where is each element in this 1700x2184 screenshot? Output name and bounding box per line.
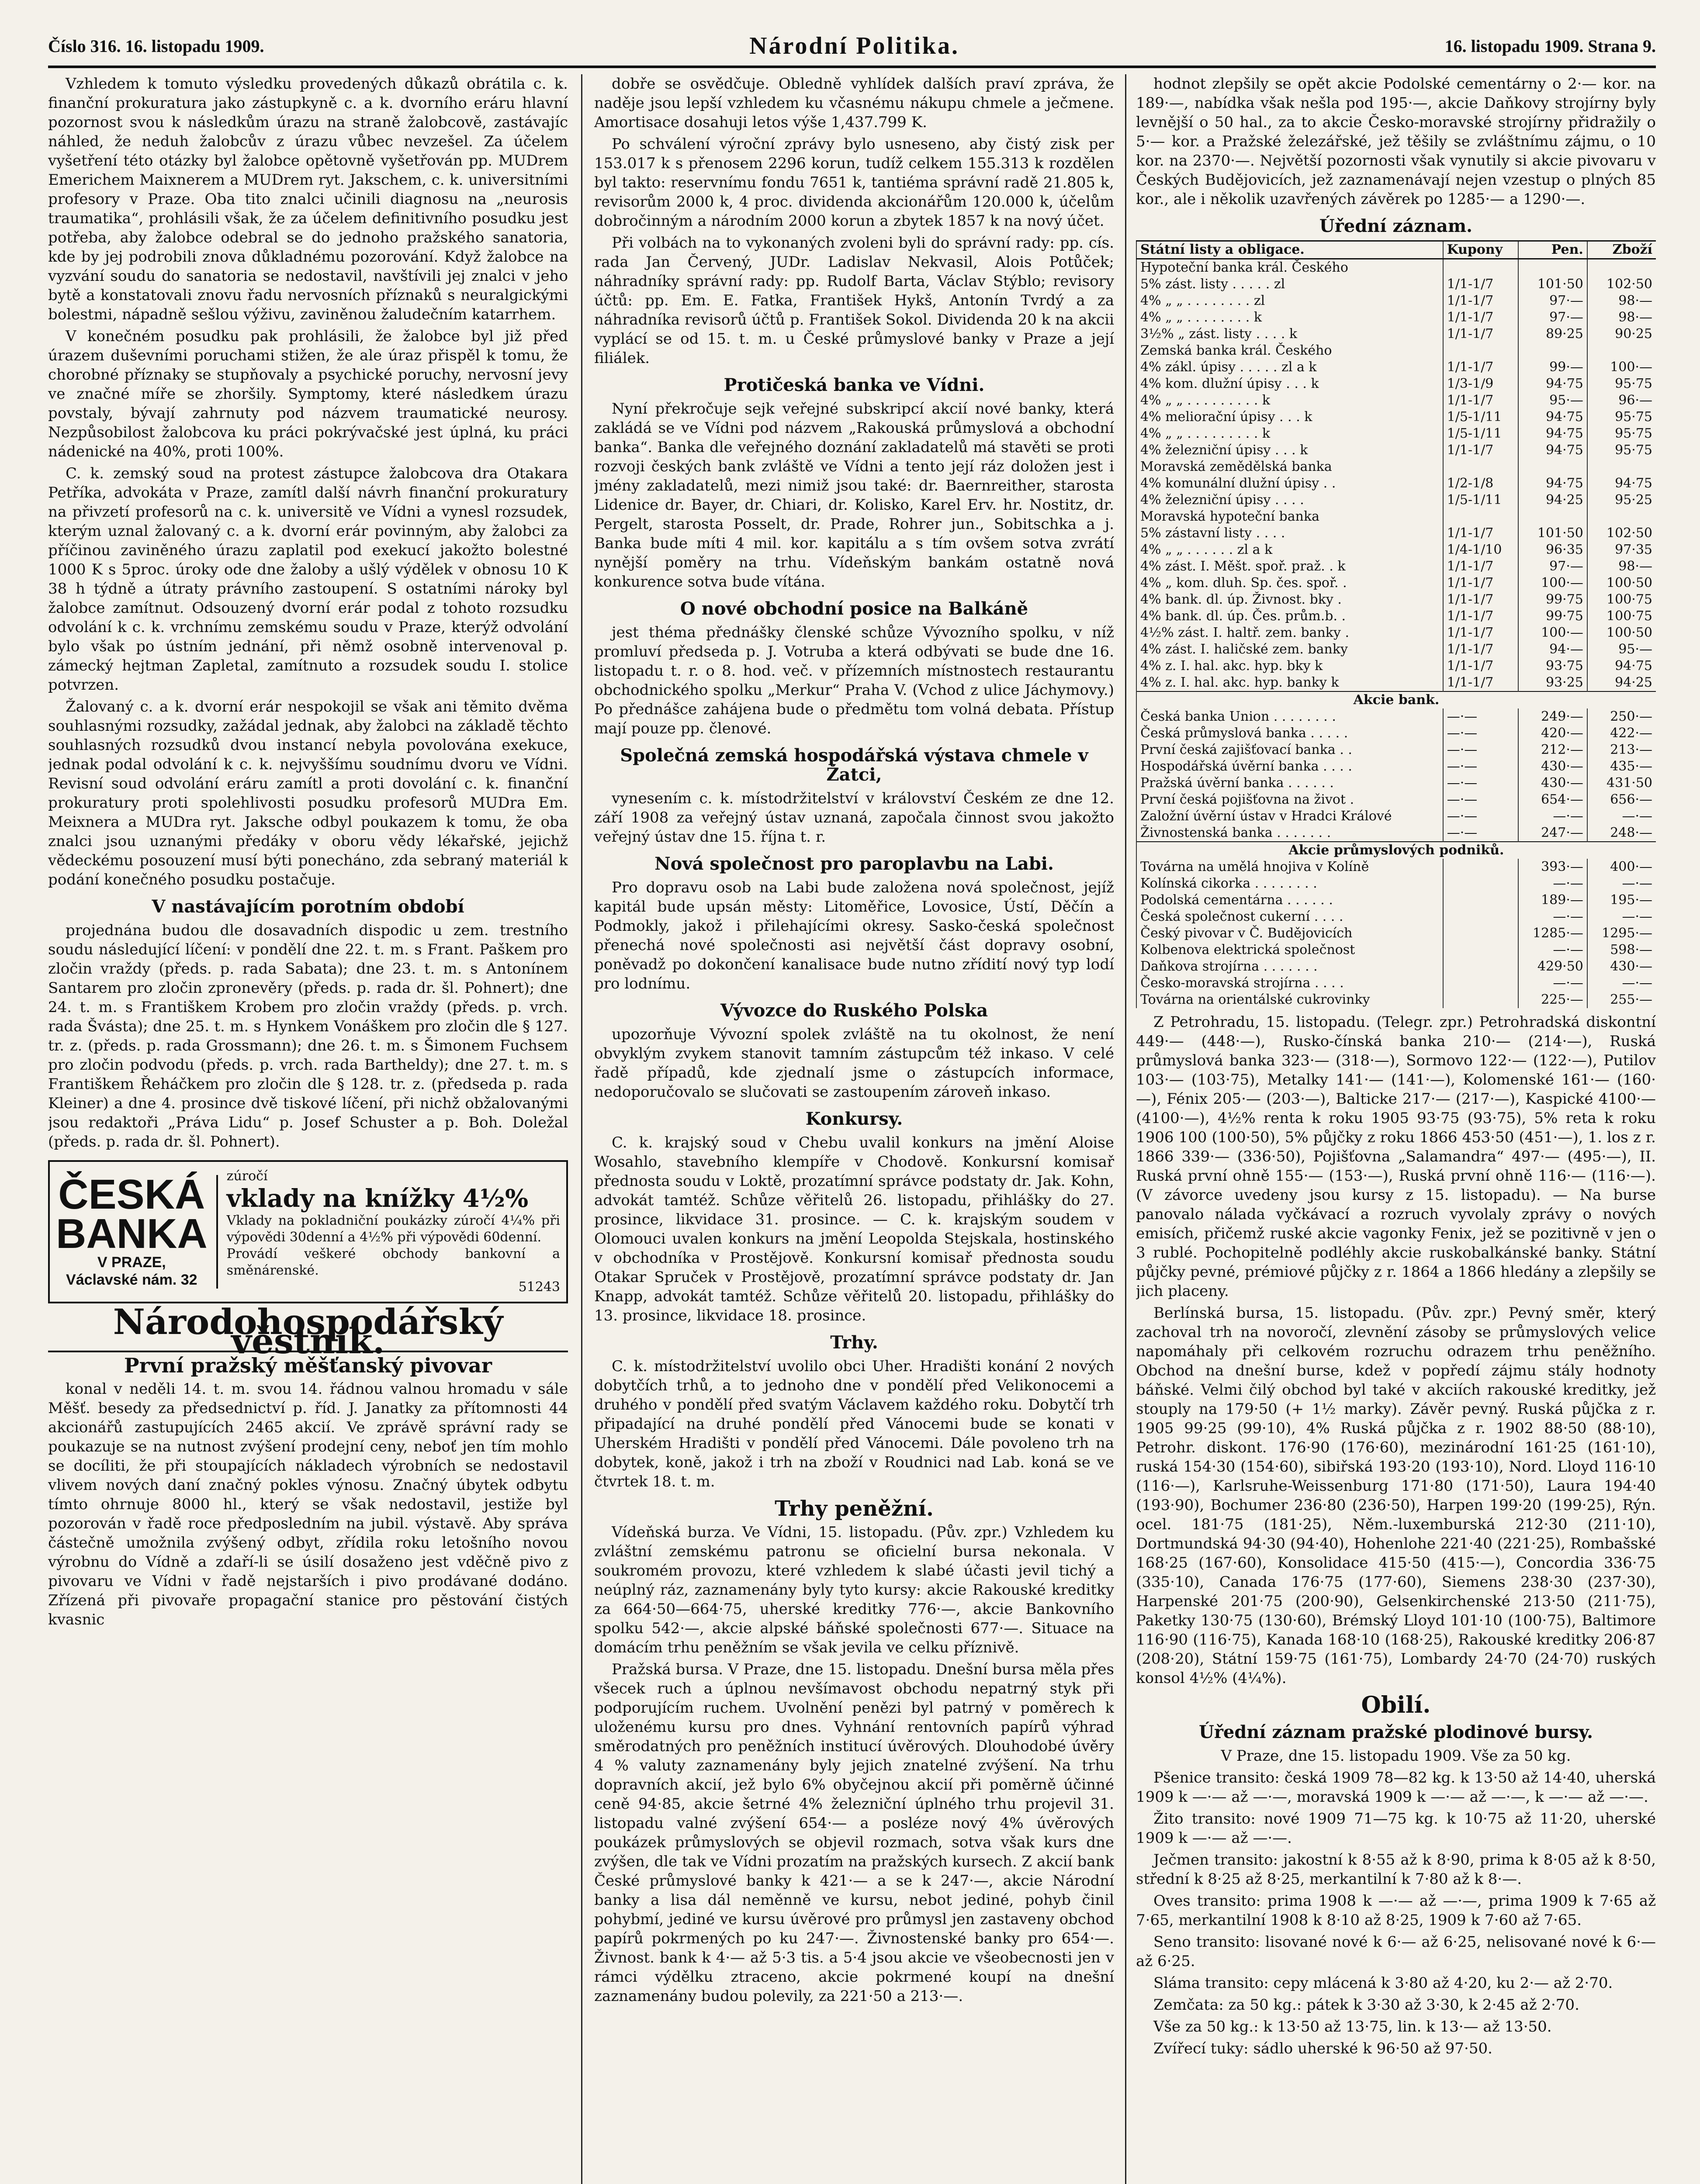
table-cell: 101·50 xyxy=(1518,276,1587,293)
table-cell: 98·— xyxy=(1587,293,1656,309)
table-row xyxy=(1136,742,1656,758)
table-cell: 213·— xyxy=(1587,742,1656,758)
ad-line: Provádí veškeré obchody bankovní a směnárenské. xyxy=(226,1246,560,1278)
table-row xyxy=(1136,791,1656,808)
table-cell: 4% zákl. úpisy . . . . . zl a k xyxy=(1136,359,1443,376)
article-paragraph: Žito transito: nové 1909 71—75 kg. k 10·75 až 11·20, uherské 1909 k —·— až —·—. xyxy=(1136,1810,1656,1847)
ad-rate: vklady na knížky 4½% xyxy=(226,1184,529,1213)
table-cell: 189·— xyxy=(1518,892,1587,909)
table-cell: 4% „ „ . . . . . . . . . k xyxy=(1136,425,1443,442)
table-cell: 96·— xyxy=(1587,392,1656,409)
table-cell: —·— xyxy=(1587,909,1656,925)
table-cell: 250·— xyxy=(1587,708,1656,725)
article-paragraph: hodnot zlepšily se opět akcie Podolské cementárny o 2·— kor. na 189·—, nabídka však nešla pod 195·—, akcie Daňkovy strojírny byly levnější o 50 hal., za to akcie Česko-moravské strojírny přidražily o 5·— kor. a Pražské železářské, jež těšily se zvláštnímu zájmu, o 10 kor. na 2370·—. Největší pozornosti však vynutily si akcie pivovaru v Českých Budějovicích, jež zaznamenávají nejen vzestup o plných 85 kor., ale i několik uzavřených závěrek po 1285·— a 1290·—. xyxy=(1136,75,1656,208)
article-paragraph: vynesením c. k. místodržitelství v království Českém ze dne 12. září 1908 za veřejný ústav uznaná, započala činnost svou jakožto veřejný ústav dne 15. října t. r. xyxy=(594,790,1114,846)
table-cell: —·— xyxy=(1443,758,1518,775)
table-row xyxy=(1136,558,1656,575)
table-cell: —·— xyxy=(1587,808,1656,825)
table-cell: Česká společnost cukerní . . . . xyxy=(1136,909,1443,925)
table-cell: Továrna na orientálské cukrovinky xyxy=(1136,992,1443,1008)
table-cell: 1/5-1/11 xyxy=(1443,425,1518,442)
table-cell: 1285·— xyxy=(1518,925,1587,942)
table-cell: 97·— xyxy=(1518,309,1587,326)
table-cell: Založní úvěrní ústav v Hradci Králové xyxy=(1136,808,1443,825)
article-paragraph: Ječmen transito: jakostní k 8·55 až k 8·90, prima k 8·05 až k 8·50, střední k 8·25 až 8·25, merkantilní k 7·80 až k 8·—. xyxy=(1136,1851,1656,1888)
table-cell: 102·50 xyxy=(1587,525,1656,542)
table-cell: 95·75 xyxy=(1587,442,1656,459)
section-heading: Úřední záznam pražské plodinové bursy. xyxy=(1198,1722,1593,1742)
table-cell: 1/1-1/7 xyxy=(1443,674,1518,691)
table-row xyxy=(1136,525,1656,542)
column-header: Kupony xyxy=(1443,241,1518,259)
table-cell: 4% komunální dlužní úpisy . . xyxy=(1136,475,1443,492)
table-cell: 4% „ „ . . . . . . . . zl xyxy=(1136,293,1443,309)
table-cell: 94·75 xyxy=(1518,442,1587,459)
table-cell xyxy=(1443,992,1518,1008)
section-heading: Konkursy. xyxy=(805,1109,903,1129)
table-cell: 1/5-1/11 xyxy=(1443,409,1518,425)
section-heading: Obilí. xyxy=(1361,1692,1431,1718)
table-cell: 4% „ „ . . . . . . zl a k xyxy=(1136,542,1443,558)
table-cell: 249·— xyxy=(1518,708,1587,725)
ad-code: 51243 xyxy=(518,1279,560,1295)
securities-table xyxy=(1136,240,1656,1008)
table-cell: 654·— xyxy=(1518,791,1587,808)
table-cell: 247·— xyxy=(1518,825,1587,842)
table-cell: 430·— xyxy=(1587,958,1656,975)
table-cell: Hypoteční banka král. Českého xyxy=(1136,259,1443,276)
table-row xyxy=(1136,442,1656,459)
table-row xyxy=(1136,309,1656,326)
table-body xyxy=(1136,259,1656,1009)
section-title: Národohospodářský věstník. xyxy=(48,1312,568,1352)
table-cell: 4% kom. dlužní úpisy . . . k xyxy=(1136,376,1443,392)
table-cell xyxy=(1443,925,1518,942)
table-cell xyxy=(1587,342,1656,359)
table-cell: 94·75 xyxy=(1518,409,1587,425)
table-cell xyxy=(1587,459,1656,475)
table-cell: 212·— xyxy=(1518,742,1587,758)
table-cell: 1/1-1/7 xyxy=(1443,591,1518,608)
table-cell: 1/1-1/7 xyxy=(1443,525,1518,542)
table-row xyxy=(1136,376,1656,392)
table-cell: 435·— xyxy=(1587,758,1656,775)
table-cell: 1/3-1/9 xyxy=(1443,376,1518,392)
table-cell: 90·25 xyxy=(1587,326,1656,342)
table-cell: —·— xyxy=(1518,975,1587,992)
table-cell: —·— xyxy=(1443,825,1518,842)
article-paragraph: Zemčata: za 50 kg.: pátek k 3·30 až 3·30, k 2·45 až 2·70. xyxy=(1153,1996,1579,2014)
masthead-title: Národní Politika. xyxy=(749,32,959,59)
table-cell: 95·75 xyxy=(1587,425,1656,442)
table-cell: 4% z. I. hal. akc. hyp. banky k xyxy=(1136,674,1443,691)
table-cell xyxy=(1518,259,1587,276)
table-cell: 1295·— xyxy=(1587,925,1656,942)
table-row xyxy=(1136,342,1656,359)
table-cell: 95·75 xyxy=(1587,376,1656,392)
table-cell: 4½% zást. I. haltř. zem. banky . xyxy=(1136,625,1443,641)
table-cell xyxy=(1443,942,1518,958)
table-cell: 100·— xyxy=(1587,359,1656,376)
table-cell xyxy=(1443,975,1518,992)
column-2 xyxy=(594,74,1114,2184)
table-cell: 5% zástavní listy . . . . xyxy=(1136,525,1443,542)
table-cell: 99·— xyxy=(1518,359,1587,376)
table-cell: Moravská zemědělská banka xyxy=(1136,459,1443,475)
table-cell: 97·— xyxy=(1518,293,1587,309)
table-cell: 98·— xyxy=(1587,558,1656,575)
table-cell: —·— xyxy=(1518,875,1587,892)
table-cell: 4% „ „ . . . . . . . . . k xyxy=(1136,392,1443,409)
article-paragraph: Pšenice transito: česká 1909 78—82 kg. k 13·50 až 14·40, uherská 1909 k —·— až —·—, moravská 1909 k —·— až —·—, k —·— až —·—. xyxy=(1136,1769,1656,1806)
article-paragraph: dobře se osvědčuje. Obledně vyhlídek dalších praví zpráva, že naděje jsou lepší vzhledem ku včasnému nákupu chmele a ječmene. Amortisace dosahuji letos výše 1,437.799 K. xyxy=(594,75,1114,131)
table-cell: —·— xyxy=(1587,975,1656,992)
table-header-row xyxy=(1136,241,1656,259)
table-cell: 4% meliorační úpisy . . . k xyxy=(1136,409,1443,425)
table-cell: 98·— xyxy=(1587,309,1656,326)
table-row xyxy=(1136,542,1656,558)
table-cell: —·— xyxy=(1443,742,1518,758)
table-cell: 4% bank. dl. úp. Čes. prům.b. . xyxy=(1136,608,1443,625)
table-cell: 255·— xyxy=(1587,992,1656,1008)
table-row xyxy=(1136,825,1656,842)
table-cell: —·— xyxy=(1443,808,1518,825)
article-paragraph: Nyní překročuje sejk veřejné subskripcí akcií nové banky, která zakládá se ve Vídni pod názvem „Rakouská průmyslová a obchodní banka“. Banka dle veřejného doznání zakladatelů má stavěti se proti rozvoji českých bank zvláště ve Vídni a tento její ráz doložen jest i jmény zakladatelů, mezi nimiž jsou také: dr. Baernreither, starosta Lidenice dr. Bayer, dr. Chiari, dr. Kolisko, Karel Erv. hr. Nostitz, dr. Pergelt, starosta Posselt, dr. Prade, Rohrer jun., Sobitschka a j. Banka bude míti 4 mil. kor. kapitálu a s tím ovšem sotva zvrátí nynější poměry na trhu. Vídeňským bankám ostatně nová konkurence sotva bude vítána. xyxy=(594,400,1114,591)
table-cell: 4% zást. I. Měšt. spoř. praž. . k xyxy=(1136,558,1443,575)
article-paragraph: C. k. krajský soud v Chebu uvalil konkurs na jmění Aloise Wosahlo, stavebního klempíře v Chodově. Konkursní komisař přednosta soudu v Loktě, prozatímní správce podstaty dr. Jak. Kohn, advokát tamtéž. Schůze věřitelů 26. listopadu, přihlášky do 27. prosince, likvidace 31. prosince. — C. k. krajským soudem v Olomouci uvalen konkurs na jmění Leopolda Stejskala, hostinského v obchodníka v Prostějově. Konkursní komisař přednosta soudu Otakar Spruček v Prostějově, prozatímní správce podstaty dr. Jan Knapp, advokát tamtéž. Schůze věřitelů 20. listopadu, přihlášky do 13. prosince, likvidace 18. prosince. xyxy=(594,1134,1114,1324)
table-cell: Moravská hypoteční banka xyxy=(1136,508,1443,525)
table-cell: 100·50 xyxy=(1587,625,1656,641)
table-row xyxy=(1136,992,1656,1008)
table-row xyxy=(1136,591,1656,608)
table-row xyxy=(1136,775,1656,791)
table-cell: 225·— xyxy=(1518,992,1587,1008)
table-cell: 94·25 xyxy=(1587,674,1656,691)
table-cell: 1/1-1/7 xyxy=(1443,309,1518,326)
section-heading: Vývozce do Ruského Polska xyxy=(720,1000,988,1021)
table-row xyxy=(1136,276,1656,293)
table-cell: 99·75 xyxy=(1518,591,1587,608)
table-cell xyxy=(1443,875,1518,892)
table-cell xyxy=(1443,958,1518,975)
table-cell: 5% zást. listy . . . . . zl xyxy=(1136,276,1443,293)
table-cell xyxy=(1518,508,1587,525)
article-paragraph: Oves transito: prima 1908 k —·— až —·—, prima 1909 k 7·65 až 7·65, merkantilní 1908 k 8·10 až 8·25, 1909 k 7·60 až 7·65. xyxy=(1136,1892,1656,1929)
article-paragraph: C. k. zemský soud na protest zástupce žalobcova dra Otakara Petříka, advokáta v Praze, zamítl další návrh finanční prokuratury na přivzetí profesorů na c. k. universitě ve Vídni a vynesl rozsudek, kterým uznal žalovaný c. a k. dvorní erár povinným, aby žalobci za příčinou zaviněného úrazu zaplatil pod exekucí jakožto bolestné 1000 K s 5proc. úroky ode dne žaloby a ušlý výdělek v obnosu 10 K 38 h týdně a útraty právního zastoupení. S ostatními nároky byl žalobce zamítnut. Odsouzený dvorní erár podal z tohoto rozsudku odvolání k c. k. vrchnímu zemskému soudu v Praze, kterýž odvolání bylo však po ústním jednání, při němž osobně intervenoval p. zámecký hejtman Zapletal, zamítnuto a rozsudek soudu I. stolice potvrzen. xyxy=(48,465,568,694)
table-cell: 393·— xyxy=(1518,859,1587,875)
article-paragraph: projednána budou dle dosavadních dispodic u zem. trestního soudu následující líčení: v pondělí dne 22. t. m. s Frant. Paškem pro zločin vraždy (předs. p. rada Sabata); dne 23. t. m. s Antonínem Santarem pro zločin zpronevěry (předs. p. rada dr. šl. Pohnert); dne 24. t. m. s Františkem Krobem pro zločin vraždy (předs. p. vrch. rada Švásta); dne 25. t. m. s Hynkem Vonáškem pro zločin dle § 127. tr. z. (předs. p. rada Grossmann); dne 26. t. m. s Šimonem Fuchsem pro zločin podvodu (předs. p. vrch. rada Bartheldy); dne 27. t. m. s Františkem Řeháčkem pro zločin dle § 128. tr. z. (předseda p. rada Kleiner) a dne 4. prosince dvě tiskové líčení, při nichž obžalovanými jsou redaktoři „Práva Lidu“ p. Josef Schuster a p. Boh. Doležal (předs. p. rada dr. šl. Pohnert). xyxy=(48,922,568,1151)
issue-number: Číslo 316. 16. listopadu 1909. xyxy=(48,36,264,56)
table-cell: 97·— xyxy=(1518,558,1587,575)
table-cell: 1/2-1/8 xyxy=(1443,475,1518,492)
table-cell: —·— xyxy=(1518,808,1587,825)
table-cell: 99·75 xyxy=(1518,608,1587,625)
table-cell: 430·— xyxy=(1518,758,1587,775)
table-cell: 1/1-1/7 xyxy=(1443,558,1518,575)
ad-line: Vklady na pokladniční poukázky zúročí 4¼% při výpovědi 30denní a 4½% při výpovědi 60denní. xyxy=(226,1213,560,1245)
table-row xyxy=(1136,658,1656,674)
table-cell: 1/1-1/7 xyxy=(1443,658,1518,674)
page-number: 16. listopadu 1909. Strana 9. xyxy=(1444,36,1656,56)
table-row xyxy=(1136,725,1656,742)
column-rule xyxy=(1125,74,1126,2184)
table-cell: —·— xyxy=(1443,791,1518,808)
table-title: Úřední záznam. xyxy=(1319,216,1473,236)
table-cell: 95·75 xyxy=(1587,409,1656,425)
table-row xyxy=(1136,459,1656,475)
table-cell: 1/1-1/7 xyxy=(1443,442,1518,459)
column-header: Zboží xyxy=(1587,241,1656,259)
table-cell: Česká banka Union . . . . . . . . xyxy=(1136,708,1443,725)
table-cell: 101·50 xyxy=(1518,525,1587,542)
table-cell: 93·25 xyxy=(1518,674,1587,691)
table-cell: —·— xyxy=(1518,942,1587,958)
table-cell xyxy=(1518,459,1587,475)
table-cell: 1/1-1/7 xyxy=(1443,608,1518,625)
article-paragraph: Sláma transito: cepy mlácená k 3·80 až 4·20, ku 2·— až 2·70. xyxy=(1153,1974,1613,1992)
section-heading: Protičeská banka ve Vídni. xyxy=(724,375,985,395)
table-cell: 94·75 xyxy=(1518,425,1587,442)
table-cell: První česká zajišťovací banka . . xyxy=(1136,742,1443,758)
table-row xyxy=(1136,758,1656,775)
table-row xyxy=(1136,925,1656,942)
table-cell xyxy=(1443,892,1518,909)
table-row xyxy=(1136,808,1656,825)
article-paragraph: Z Petrohradu, 15. listopadu. (Telegr. zpr.) Petrohradská diskontní 449·— (448·—), Rusko-čínská banka 210·— (214·—), Ruská průmyslová banka 323·— (318·—), Sormovo 122·— (122·—), Putilov 103·— (103·75), Metalky 141·— (141·—), Kolomenské 161·— (160·—), Fénix 205·— (203·—), Balticke 217·— (217·—), Kaspické 4100·— (4100·—), 4½% renta k roku 1905 93·75 (93·75), 5% reta k roku 1906 100 (100·50), 5% půjčky z roku 1866 453·50 (451·—), 1. los z r. 1866 339·— (336·50), Pojišťovna „Salamandra“ 497·— (495·—), II. Ruská první ohně 155·— (153·—), Ruská první ohně 116·— (116·—). (V závorce uvedeny jsou kursy z 15. listopadu). — Na burse panovalo nálada vyčkávací a rozruch vyvolaly zprávy o nových emisích, přičemž ruské akcie vagonky Fenix, jež se pozitivně v jen o 3 rublé. Pochopitelně podléhly akcie ruskobalkánské banky. Státní půjčky pevné, prémiové půjčky z r. 1864 a 1866 hledány a zlepšily se jich placeny. xyxy=(1136,1013,1656,1300)
table-cell xyxy=(1443,342,1518,359)
table-cell: Český pivovar v Č. Budějovicích xyxy=(1136,925,1443,942)
bank-street: Václavské nám. 32 xyxy=(66,1272,197,1288)
table-row xyxy=(1136,425,1656,442)
table-cell: 95·25 xyxy=(1587,492,1656,508)
table-row xyxy=(1136,859,1656,875)
table-cell: Živnostenská banka . . . . . . . xyxy=(1136,825,1443,842)
table-section-heading: Akcie bank. xyxy=(1136,691,1656,708)
table-cell: Pražská úvěrní banka . . . . . . xyxy=(1136,775,1443,791)
table-row xyxy=(1136,409,1656,425)
table-cell: 94·— xyxy=(1518,641,1587,658)
table-cell: 598·— xyxy=(1587,942,1656,958)
table-section-row xyxy=(1136,842,1656,859)
table-cell: 1/5-1/11 xyxy=(1443,492,1518,508)
table-cell: Česko-moravská strojírna . . . . xyxy=(1136,975,1443,992)
table-row xyxy=(1136,359,1656,376)
article-paragraph: Po schválení výroční zprávy bylo usneseno, aby čistý zisk per 153.017 k s přenosem 2296 korun, tudíž celkem 155.313 k rozdělen byl takto: reservnímu fondu 7651 k, tantiéma správní radě 21.805 k, revisorům 2000 k, 4 proc. dividenda akcionářům 120.000 k, účelům dobročinným a národním 2000 korun a zbytek 1857 k na nový účet. xyxy=(594,135,1114,230)
article-paragraph: upozorňuje Vývozní spolek zvláště na tu okolnost, že není obvyklým zvykem stanovit tamním zástupcům též inkaso. V celé řadě případů, kde zjednalí jsme o zástupcích informace, nedoporučovalo se slučovati se zastoupením zároveň inkaso. xyxy=(594,1026,1114,1101)
table-row xyxy=(1136,475,1656,492)
table-cell: Kolbenova elektrická společnost xyxy=(1136,942,1443,958)
section-heading: Trhy. xyxy=(830,1332,878,1353)
table-cell: Daňkova strojírna . . . . . . . xyxy=(1136,958,1443,975)
table-cell: 100·75 xyxy=(1587,608,1656,625)
column-3 xyxy=(1136,74,1656,2184)
table-row xyxy=(1136,293,1656,309)
table-cell: 195·— xyxy=(1587,892,1656,909)
table-cell: 429·50 xyxy=(1518,958,1587,975)
section-heading: V nastávajícím porotním období xyxy=(152,896,464,917)
table-row xyxy=(1136,708,1656,725)
table-row xyxy=(1136,875,1656,892)
column-rule xyxy=(581,74,582,2184)
table-cell: 4% železniční úpisy . . . . xyxy=(1136,492,1443,508)
table-cell: —·— xyxy=(1443,708,1518,725)
table-cell: 94·75 xyxy=(1587,475,1656,492)
table-cell: —·— xyxy=(1443,775,1518,791)
table-cell xyxy=(1443,859,1518,875)
table-cell: 95·— xyxy=(1587,641,1656,658)
article-paragraph: Při volbách na to vykonaných zvoleni byli do správní rady: pp. cís. rada Jan Červený, JUDr. Ladislav Nekvasil, Alois Potůček; náhradníky správní rady: pp. Rudolf Barta, Václav Stýblo; revisory účtů: pp. Em. E. Fatka, František Hykš, Antonín Tvrdý a za náhradníka revisorů účtů p. František Sokol. Dividenda 20 k na akcii vyplácí se od 15. t. m. u České průmyslové banky v Praze a její filiálek. xyxy=(594,234,1114,367)
table-cell: První česká pojišťovna na život . xyxy=(1136,791,1443,808)
table-cell xyxy=(1443,259,1518,276)
article-paragraph: Berlínská bursa, 15. listopadu. (Pův. zpr.) Pevný směr, který zachoval trh na novoročí, zlevnění zásoby se průmyslových velice napomáhaly při celkovém rozruchu odrazem trhu peněžního. Obchod na dnešní burse, kdež v popředí zájmu stály hodnoty báňské. Velmi čilý obchod byl také v akciích rakouské kreditky, jež stouply na 179·50 (+ 1½ marky). Závěr pevný. Ruská půjčka z r. 1905 99·25 (99·10), 4% Ruská půjčka z r. 1902 88·50 (88·10), Petrohr. diskont. 176·90 (176·60), mezinárodní 161·25 (161·10), ruská 154·30 (154·60), sibiřská 193·20 (193·10), Nord. Lloyd 116·10 (116·—), Karlsruhe-Weissenburg 171·80 (171·50), Laura 194·40 (193·90), Bochumer 236·80 (236·50), Harpen 199·20 (199·25), Rýn. ocel. 181·75 (181·25), Něm.-luxemburská 212·30 (211·10), Dortmundská 94·30 (94·40), Hohenlohe 221·40 (221·25), Rombašské 168·25 (167·60), Konsolidace 415·50 (415·—), Concordia 336·75 (335·10), Canada 176·75 (177·60), Siemens 238·30 (237·30), Harpenské 201·75 (200·90), Gelsenkirchenské 213·50 (211·75), Paketky 130·75 (130·60), Brémský Lloyd 101·10 (100·75), Baltimore 116·90 (116·75), Kanada 168·10 (168·25), Rakouské kreditky 206·87 (208·20), Státní 159·75 (161·75), Lombardy 24·70 (24·70) ruských konsol 4½% (4¼%). xyxy=(1136,1304,1656,1687)
table-cell: 1/1-1/7 xyxy=(1443,575,1518,591)
table-cell: Zemská banka král. Českého xyxy=(1136,342,1443,359)
table-cell: 431·50 xyxy=(1587,775,1656,791)
table-section-row xyxy=(1136,691,1656,708)
table-cell: 102·50 xyxy=(1587,276,1656,293)
table-cell: 3½% „ zást. listy . . . . k xyxy=(1136,326,1443,342)
table-cell: —·— xyxy=(1443,725,1518,742)
table-cell: 1/1-1/7 xyxy=(1443,326,1518,342)
ad-text xyxy=(227,1168,560,1296)
article-paragraph: V konečném posudku pak prohlásili, že žalobce byl již před úrazem duševními poruchami stižen, že ale úraz přispěl k tomu, že chorobné příznaky se stupňovaly a psychické poruchy, nervosní jevy ve značné míře se zhoršily. Symptomy, které následkem úrazu povstaly, bývají zahrnuty pod názvem traumatické neurosy. Nezpůsobilost žalobcova ku práci pokrývačské jest úplná, ku práci nádenické na 40%, proti 100%. xyxy=(48,328,568,460)
table-cell xyxy=(1587,508,1656,525)
table-cell xyxy=(1518,342,1587,359)
table-cell: 4% z. I. hal. akc. hyp. bky k xyxy=(1136,658,1443,674)
table-row xyxy=(1136,508,1656,525)
article-paragraph: Pro dopravu osob na Labi bude založena nová společnost, jejíž kapitál bude upsán městy: Litoměřice, Lovosice, Ústí, Děčín a Podmokly, jakož i přilehajícími okresy. Sasko-česká společnost přenechá nové společnosti asi největší část dopravy osobní, poněvadž po dokončení kanalisace bude nutno zřídití nový typ lodí pro lodnímu. xyxy=(594,879,1114,992)
article-paragraph: Vídeňská burza. Ve Vídni, 15. listopadu. (Pův. zpr.) Vzhledem ku zvláštní zemskému patronu se oficielní bursa nekonala. V soukromém provozu, které vzhledem k slabé účasti jevil tichý a neúplný ráz, zaznamenány byly tyto kursy: akcie Rakouské kreditky za 664·50—664·75, uherské kreditky 776·—, akcie Bankovního spolku 542·—, akcie alpské báňské společnosti 677·—. Situace na domácím trhu peněžním se však jevila ve celku příznivě. xyxy=(594,1524,1114,1656)
table-row xyxy=(1136,975,1656,992)
table-cell: 97·35 xyxy=(1587,542,1656,558)
table-cell: Hospodářská úvěrní banka . . . . xyxy=(1136,758,1443,775)
ad-rate-prefix: zúročí xyxy=(226,1168,268,1184)
table-cell xyxy=(1443,508,1518,525)
column-1 xyxy=(48,74,568,2184)
section-heading: Trhy peněžní. xyxy=(775,1496,934,1521)
table-cell: 4% „ kom. dluh. Sp. čes. spoř. . xyxy=(1136,575,1443,591)
section-heading: Nová společnost pro paroplavbu na Labi. xyxy=(654,854,1054,874)
table-cell: 100·— xyxy=(1518,625,1587,641)
table-row xyxy=(1136,575,1656,591)
table-cell: 4% bank. dl. úp. Živnost. bky . xyxy=(1136,591,1443,608)
table-cell: 100·— xyxy=(1518,575,1587,591)
bank-city: V PRAZE, xyxy=(97,1254,166,1271)
article-paragraph: Seno transito: lisované nové k 6·— až 6·25, nelisované nové k 6·— až 6·25. xyxy=(1136,1933,1656,1970)
table-section-heading: Akcie průmyslových podniků. xyxy=(1136,842,1656,859)
table-row xyxy=(1136,259,1656,276)
table-cell: 94·75 xyxy=(1518,376,1587,392)
article-paragraph: Vzhledem k tomuto výsledku provedených důkazů obrátila c. k. finanční prokuratura jako zástupkyně c. a k. dvorního eráru hlavní pozornost svou k následkům úrazu na straně žalobcově, zastávajíc náhled, že neduh žalobcův z úrazu vůbec nevzešel. Za účelem vyšetření této otázky byl žalobce opětovně vyšetřován pp. MUDrem Emerichem Maixnerem a MUDrem ryt. Jakschem, c. k. universitními profesory v Praze. Oba tito znalci učinili diagnosu na „neurosis traumatika“, prohlásili však, že za účelem definitivního posudku jest potřeba, aby žalobce odebral se do jednoho pražského sanatoria, kde by jej podrobili znova důkladnému pozorování. Když žalobce na vyzvání soudu do sanatoria se nedostavil, navštívili jej znalci v jeho bytě a konstatovali znovu řadu nervosních příznaků s neuralgickými bolestmi, nápadně sešlou výživu, zaviněnou žaludečním katarrhem. xyxy=(48,75,568,323)
table-cell: 94·75 xyxy=(1587,658,1656,674)
article-paragraph: konal v neděli 14. t. m. svou 14. řádnou valnou hromadu v sále Měšť. besedy za předsednictví p. říd. J. Janatky za přítomnosti 44 akcionářů zastupujících 2465 akcií. Ve zprávě správní rady se poukazuje se na nutnost zvýšení prodejní ceny, neboť jen tím mohlo se docíliti, že při stoupajících nákladech výrobních se nedostavil vlivem nových daní značný pokles výnosu. Značný úbytek odbytu tímto ohrnuje 8000 hl., který se však nedostavil, jestiže byl pozorován v řadě roce předposledním na jubil. výstavě. Aby správa částečně umožnila zvýšený odbyt, zřídila roku letošního novou výrobnu do Vídně a zdaří-li se úsilí dosaženo jest vděčně pivo z pivovaru ve Vídni v řadě nejstarších i pivo prodávané dodáno. Zřízená při pivovaře propagační stanice pro pěstování čistých kvasnic xyxy=(48,1380,568,1628)
table-row xyxy=(1136,492,1656,508)
table-cell: 422·— xyxy=(1587,725,1656,742)
table-cell: 89·25 xyxy=(1518,326,1587,342)
table-cell: 95·— xyxy=(1518,392,1587,409)
table-row xyxy=(1136,909,1656,925)
table-cell: 4% zást. I. haličské zem. banky xyxy=(1136,641,1443,658)
table-row xyxy=(1136,392,1656,409)
table-row xyxy=(1136,674,1656,691)
table-cell: 1/1-1/7 xyxy=(1443,641,1518,658)
article-paragraph: jest théma přednášky členské schůze Vývozního spolku, v níž promluví předseda p. J. Votruba a která odbývati se bude dne 16. listopadu t. r. o 8. hod. več. v přízemních místnostech restaurantu obchodnického spolku „Merkur“ Praha V. (Vchod z ulice Jáchymovy.) Po přednášce zahájena bude o předmětu tom volná debata. Přístup mají pouze pp. členové. xyxy=(594,624,1114,737)
table-cell: Česká průmyslová banka . . . . . xyxy=(1136,725,1443,742)
table-cell xyxy=(1443,909,1518,925)
bank-advertisement xyxy=(48,1160,568,1303)
table-row xyxy=(1136,625,1656,641)
table-cell: 1/1-1/7 xyxy=(1443,293,1518,309)
table-cell: 1/1-1/7 xyxy=(1443,625,1518,641)
table-cell: 430·— xyxy=(1518,775,1587,791)
table-row xyxy=(1136,958,1656,975)
table-cell: 93·75 xyxy=(1518,658,1587,674)
article-paragraph: C. k. místodržitelství uvolilo obci Uher. Hradišti konání 2 nových dobytčích trhů, a to jednoho dne v pondělí před Velikonocemi a druhého v pondělí před svatým Václavem každého roku. Dobytčí trh připadající na druhé pondělí před Vánocemi bude se konati v Uherském Hradišti v pondělí před Vánocemi. Dále povoleno trh na dobytek, koně, jakož i trh na zboží v Roudnici nad Lab. koná se ve čtvrtek 18. t. m. xyxy=(594,1358,1114,1490)
table-cell: 1/1-1/7 xyxy=(1443,359,1518,376)
table-cell: 4% „ „ . . . . . . . . k xyxy=(1136,309,1443,326)
table-cell: —·— xyxy=(1587,875,1656,892)
table-cell: 94·25 xyxy=(1518,492,1587,508)
table-cell: Kolínská cikorka . . . . . . . . xyxy=(1136,875,1443,892)
table-cell: 656·— xyxy=(1587,791,1656,808)
table-cell: 100·75 xyxy=(1587,591,1656,608)
table-cell: 420·— xyxy=(1518,725,1587,742)
section-heading: Společná zemská hospodářská výstava chmele v Žatci, xyxy=(620,745,1088,785)
table-row xyxy=(1136,641,1656,658)
article-paragraph: Vše za 50 kg.: k 13·50 až 13·75, lin. k 13·— až 13·50. xyxy=(1153,2018,1552,2035)
table-row xyxy=(1136,608,1656,625)
table-row xyxy=(1136,892,1656,909)
table-row xyxy=(1136,326,1656,342)
table-cell: 96·35 xyxy=(1518,542,1587,558)
table-cell: 400·— xyxy=(1587,859,1656,875)
table-cell xyxy=(1587,259,1656,276)
column-header: Státní listy a obligace. xyxy=(1136,241,1443,259)
article-paragraph: Pražská bursa. V Praze, dne 15. listopadu. Dnešní bursa měla přes všecek ruch a úplnou nevšímavost obchodu nepatrný styk při podporujícím ruchem. Uvolnění penězi byl patrný v poměrech k uloženému kursu pro dnes. Vyhnání rentovních papírů výhrad směrodatných pro peněžních institucí úvěrových. Dlouhodobé úvěry 4 % valuty zaznamenány byly jejich znatelné zvýšení. Na trhu dopravních akcií, jež bylo 6% obyčejnou akcií při poměrně účinné ceně 94·85, akcie šetrné 4% železniční úplného trhu projevil 31. listopadu valné zvýšení 654·— a posléze nový 4% úvěrových poukázek průmyslových se objevil rozmach, sotva však kurs dne zvýšen, dle tak ve Vídni prozatím na pražských kursech. Z akcií bank České průmyslové banky k 421·— a se k 247·—, akcie Národní banky a lisa dál neměnně ve kursu, nebot jediné, pohyb činil pohybmí, jediné ve kursu úvěrové pro průmysl jen zastaveny obchod papírů pokrmených po ku 247·—. Živnostenské banky pro 654·—. Živnost. bank k 4·— až 5·3 tis. a 5·4 jsou akcie ve všeobecnosti jen v rámci výdělku ztraceno, akcie pokrmené koupí na dnešní zaznamenány budou polevily, za 221·50 a 213·—. xyxy=(594,1661,1114,2005)
article-paragraph: Žalovaný c. a k. dvorní erár nespokojil se však ani těmito dvěma souhlasnými rozsudky, zažádal jednak, aby žalobci na základě těchto souhlasných rozsudků dvou instancí nebyla povolována exekuce, jednak podal odvolání k c. k. nejvyššímu soudnímu dvoru ve Vídni. Revisní soud odvolání eráru zamítl a proti dovolání c. k. finanční prokuratury proti spolehlivosti posudku profesorů MUDra Em. Meixnera a MUDra ryt. Jakschе odbyl poukazem k tomu, že oba znalci jsou uznanými předáky v oboru vědy lékařské, jejichž vědeckému posouzení musí býti ponecháno, zda sebraný materiál k podání konečného posudku postačuje. xyxy=(48,698,568,888)
article-title: První pražský měšťanský pivovar xyxy=(124,1354,492,1377)
section-heading: O nové obchodní posice na Balkáně xyxy=(680,598,1028,619)
table-row xyxy=(1136,942,1656,958)
table-cell: Továrna na umělá hnojiva v Kolíně xyxy=(1136,859,1443,875)
bank-logo: ČESKÁ BANKA V PRAZE, Václavské nám. 32 xyxy=(56,1175,218,1289)
table-cell: 100·50 xyxy=(1587,575,1656,591)
table-cell xyxy=(1443,459,1518,475)
article-paragraph: V Praze, dne 15. listopadu 1909. Vše za 50 kg. xyxy=(1221,1747,1571,1765)
page-header xyxy=(48,26,1656,68)
table-cell: 1/1-1/7 xyxy=(1443,392,1518,409)
table-cell: 1/1-1/7 xyxy=(1443,276,1518,293)
column-header: Pen. xyxy=(1518,241,1587,259)
table-cell: 248·— xyxy=(1587,825,1656,842)
table-cell: —·— xyxy=(1518,909,1587,925)
article-paragraph: Zvířecí tuky: sádlo uherské k 96·50 až 97·50. xyxy=(1153,2040,1492,2057)
table-cell: 94·75 xyxy=(1518,475,1587,492)
table-cell: Podolská cementárna . . . . . . xyxy=(1136,892,1443,909)
table-cell: 4% železniční úpisy . . . k xyxy=(1136,442,1443,459)
table-cell: 1/4-1/10 xyxy=(1443,542,1518,558)
